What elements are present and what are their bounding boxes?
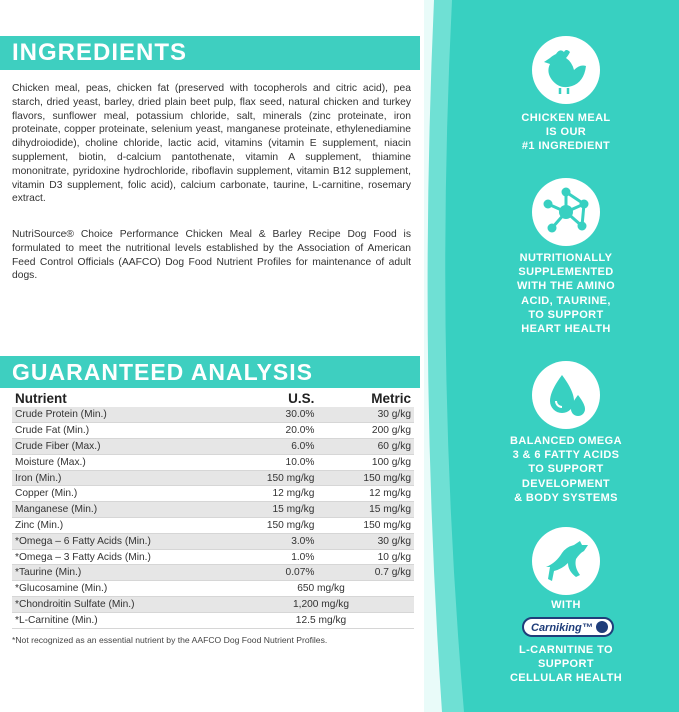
running-dog-icon [532,527,600,595]
nutrient-cell: Copper (Min.) [12,486,228,502]
table-row [12,581,414,597]
table-row [12,439,414,455]
table-row [12,486,414,502]
nutrient-cell: *L-Carnitine (Min.) [12,612,228,628]
feature-caption-with: WITH [551,599,581,611]
carniking-mark-icon [596,621,608,633]
footnote: *Not recognized as an essential nutrient by the AAFCO Dog Food Nutrient Profiles. [12,635,328,645]
table-row [12,565,414,581]
guaranteed-analysis-table [12,389,414,629]
ingredients-text: Chicken meal, peas, chicken fat (preserved with tocopherols and citric acid), pea starch, dried yeast, barley, dried plain beet pulp, flax seed, natural chicken and turkey flavors, sunflower meal, potassium chloride, salt, minerals (zinc proteinate, iron proteinate, copper proteinate, selenium yeast, manganese proteinate, ethylenediamine dihydroiodide), choline chloride, lactic acid, vitamins (vitamin E supplement, niacin supplement, biotin, d-calcium pantothenate, vitamin A supplement, thiamine mononitrate, pyridoxine hydrochloride, riboflavin supplement, vitamin B12 supplement, vitamin D3 supplement, folic acid), calcium carbonate, taurine, L-carnitine, rosemary extract. [12,83,411,205]
metric-cell: 100 g/kg [332,454,414,470]
chicken-icon [532,36,600,104]
us-cell: 0.07% [228,565,332,581]
ingredients-heading: INGREDIENTS [0,36,420,70]
table-header-row [12,389,414,407]
us-cell: 20.0% [228,423,332,439]
guaranteed-analysis-heading: GUARANTEED ANALYSIS [0,356,420,388]
nutrient-cell: Moisture (Max.) [12,454,228,470]
metric-cell: 0.7 g/kg [332,565,414,581]
metric-cell: 10 g/kg [332,549,414,565]
table-row [12,597,414,613]
us-cell: 6.0% [228,439,332,455]
table-row [12,423,414,439]
features-panel [424,0,679,712]
metric-cell: 30 g/kg [332,533,414,549]
nutrient-cell: Manganese (Min.) [12,502,228,518]
metric-cell: 15 mg/kg [332,502,414,518]
feature-caption-omega: BALANCED OMEGA 3 & 6 FATTY ACIDS TO SUPPORT DEVELOPMENT & BODY SYSTEMS [510,435,622,504]
us-cell: 15 mg/kg [228,502,332,518]
col-nutrient: Nutrient [15,390,67,406]
nutrient-cell: *Chondroitin Sulfate (Min.) [12,597,228,613]
us-cell: 1.0% [228,549,332,565]
metric-cell: 12 mg/kg [332,486,414,502]
combined-value-cell: 12.5 mg/kg [228,612,414,628]
us-cell: 3.0% [228,533,332,549]
table-row [12,533,414,549]
combined-value-cell: 650 mg/kg [228,581,414,597]
table-row [12,518,414,534]
nutrient-cell: Iron (Min.) [12,470,228,486]
metric-cell: 150 mg/kg [332,518,414,534]
us-cell: 150 mg/kg [228,518,332,534]
table-row [12,470,414,486]
us-cell: 10.0% [228,454,332,470]
nutrient-cell: *Omega – 3 Fatty Acids (Min.) [12,549,228,565]
droplets-icon [532,361,600,429]
table-row [12,454,414,470]
table-row [12,612,414,628]
metric-cell: 30 g/kg [332,407,414,423]
metric-cell: 150 mg/kg [332,470,414,486]
combined-value-cell: 1,200 mg/kg [228,597,414,613]
col-metric: Metric [371,390,411,406]
us-cell: 150 mg/kg [228,470,332,486]
molecule-icon [532,178,600,246]
metric-cell: 60 g/kg [332,439,414,455]
table-row [12,407,414,423]
nutrient-cell: Crude Protein (Min.) [12,407,228,423]
nutrient-cell: *Omega – 6 Fatty Acids (Min.) [12,533,228,549]
feature-caption-taurine: NUTRITIONALLY SUPPLEMENTED WITH THE AMINO ACID, TAURINE, TO SUPPORT HEART HEALTH [516,252,616,336]
carniking-logo: Carniking™ [522,617,614,637]
nutrient-cell: *Taurine (Min.) [12,565,228,581]
metric-cell: 200 g/kg [332,423,414,439]
feature-caption-chicken: CHICKEN MEAL IS OUR #1 INGREDIENT [521,112,611,153]
aafco-statement: NutriSource® Choice Performance Chicken Meal & Barley Recipe Dog Food is formulated to meet the nutritional levels established by the Association of American Feed Control Officials (AAFCO) Dog Food Nutrient Profiles for maintenance of adult dogs. [12,229,411,282]
table-row [12,502,414,518]
us-cell: 30.0% [228,407,332,423]
nutrient-cell: *Glucosamine (Min.) [12,581,228,597]
table-row [12,549,414,565]
us-cell: 12 mg/kg [228,486,332,502]
nutrient-cell: Crude Fat (Min.) [12,423,228,439]
nutrient-cell: Zinc (Min.) [12,518,228,534]
nutrient-cell: Crude Fiber (Max.) [12,439,228,455]
col-us: U.S. [288,390,315,406]
feature-caption-carnitine: L-CARNITINE TO SUPPORT CELLULAR HEALTH [509,644,623,685]
